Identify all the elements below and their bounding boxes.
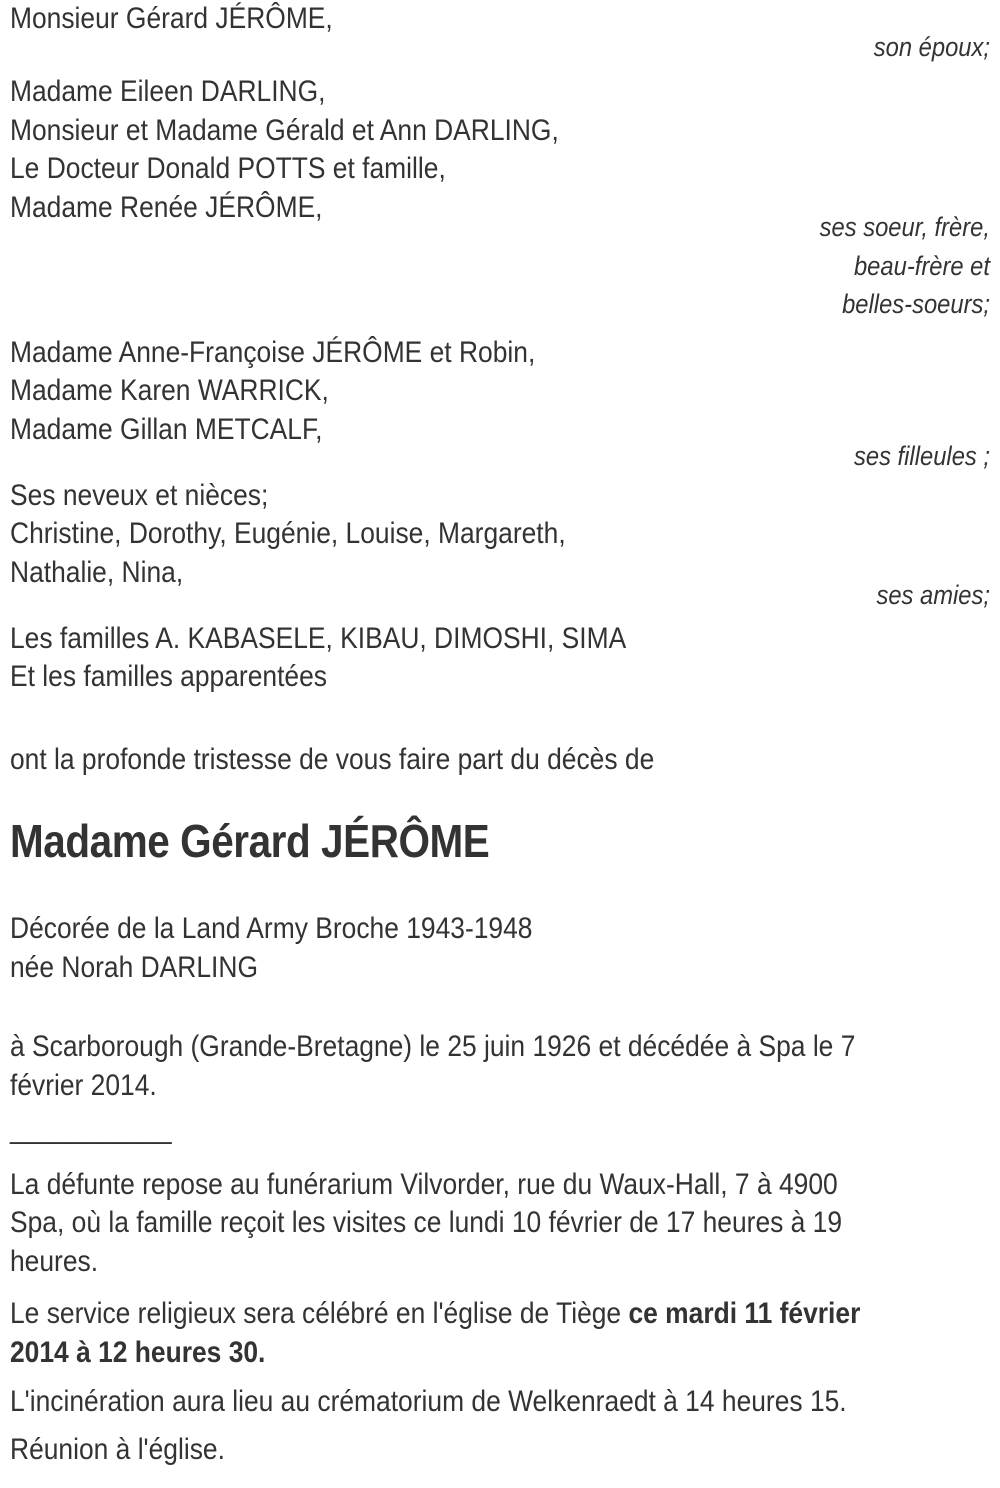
relation-line: son époux;: [873, 31, 990, 62]
announcement-line: ont la profonde tristesse de vous faire part du décès de: [10, 742, 655, 776]
relation-label-friends: [128, 576, 990, 615]
mourner-line: Madame Gillan METCALF,: [10, 412, 323, 446]
service-date-bold: ce mardi 11 février: [628, 1297, 861, 1330]
visitation-line: Spa, où la famille reçoit les visites ce lundi 10 février de 17 heures à 19: [10, 1206, 843, 1239]
divider-line: ___________: [10, 1112, 172, 1145]
deceased-name-heading: [10, 813, 872, 869]
visitation-paragraph: [10, 1166, 872, 1282]
relation-line: ses soeur, frère,: [819, 212, 990, 242]
mourner-line: Madame Eileen DARLING,: [10, 75, 326, 108]
mourner-line: Le Docteur Donald POTTS et famille,: [10, 152, 446, 185]
mourners-group-2: [10, 73, 872, 227]
mourner-line: Madame Karen WARRICK,: [10, 374, 329, 407]
service-line: [10, 1334, 872, 1373]
life-dates-line: février 2014.: [10, 1068, 157, 1102]
relation-label-goddaughters: [128, 437, 990, 476]
relation-line: belles-soeurs;: [842, 289, 990, 319]
service-line: [10, 1295, 872, 1334]
relation-label-siblings: [128, 208, 990, 324]
honors-section: [10, 910, 872, 987]
gathering-paragraph: [10, 1431, 872, 1470]
service-paragraph: [10, 1295, 872, 1372]
service-time-bold: 2014 à 12 heures 30.: [10, 1335, 266, 1369]
mourners-group-4: [10, 477, 872, 593]
relation-line: ses amies;: [876, 580, 990, 610]
mourner-line: Ses neveux et nièces;: [10, 478, 269, 512]
mourner-line: Et les familles apparentées: [10, 660, 327, 693]
mourner-line: Christine, Dorothy, Eugénie, Louise, Margareth,: [10, 517, 566, 550]
honor-line: Décorée de la Land Army Broche 1943-1948: [10, 912, 533, 945]
visitation-line: La défunte repose au funérarium Vilvorder, rue du Waux-Hall, 7 à 4900: [10, 1167, 838, 1201]
relation-line: ses filleules ;: [853, 441, 990, 471]
mourner-line: Nathalie, Nina,: [10, 555, 184, 589]
mourner-line: Madame Renée JÉRÔME,: [10, 190, 323, 224]
cremation-line: L'incinération aura lieu au crématorium de Welkenraedt à 14 heures 15.: [10, 1385, 847, 1418]
relation-label-spouse: [128, 28, 990, 67]
mourners-group-5: [10, 620, 872, 697]
mourner-line: Madame Anne-Françoise JÉRÔME et Robin,: [10, 335, 536, 369]
gathering-line: Réunion à l'église.: [10, 1432, 225, 1466]
life-dates-line: à Scarborough (Grande-Bretagne) le 25 juin 1926 et décédée à Spa le 7: [10, 1030, 856, 1063]
cremation-paragraph: [10, 1383, 872, 1422]
mourner-line: Les familles A. KABASELE, KIBAU, DIMOSHI, SIMA: [10, 621, 627, 655]
relation-line: beau-frère et: [853, 250, 990, 281]
life-dates-paragraph: [10, 1028, 872, 1105]
visitation-line: heures.: [10, 1244, 99, 1278]
deceased-name: Madame Gérard JÉRÔME: [10, 815, 490, 867]
service-text: Le service religieux sera célébré en l'église de Tiège: [10, 1297, 629, 1330]
announcement-sentence: [10, 741, 872, 780]
maiden-name-line: née Norah DARLING: [10, 950, 258, 984]
mourner-line: Monsieur et Madame Gérald et Ann DARLING,: [10, 113, 559, 147]
mourner-line: Monsieur Gérard JÉRÔME,: [10, 2, 333, 35]
mourners-group-3: [10, 334, 872, 450]
divider: [10, 1110, 872, 1149]
